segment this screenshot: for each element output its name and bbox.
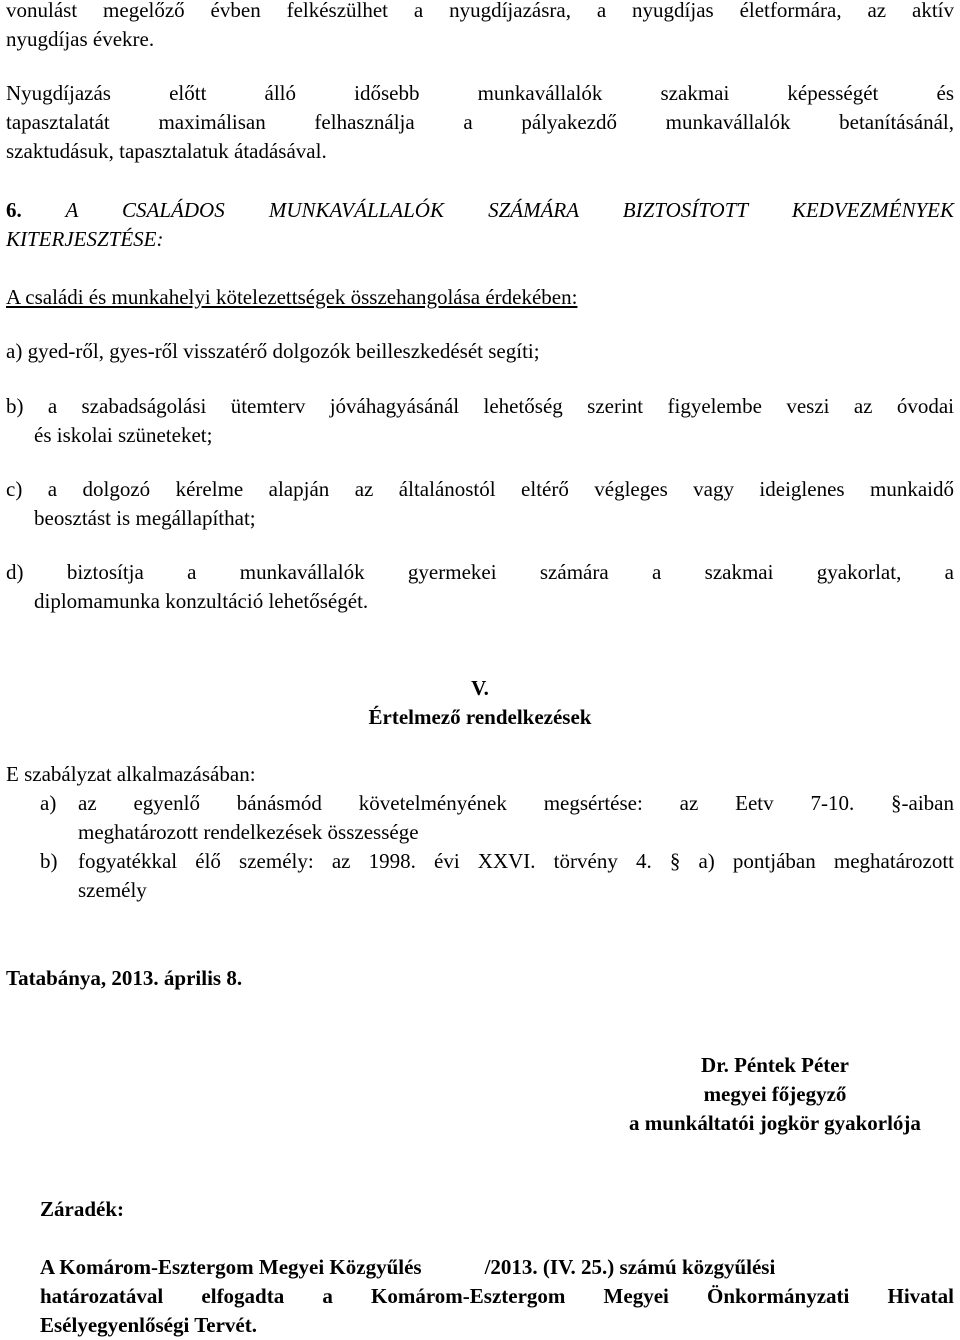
senior-line-1: Nyugdíjazás előtt álló idősebb munkavállalók szakmai képességét és [6, 81, 954, 105]
section-6-title-line-1 [6, 196, 954, 225]
senior-line-2: tapasztalatát maximálisan felhasználja a pályakezdő munkavállalók betanításánál, [6, 110, 954, 134]
clause-heading: Záradék: [40, 1197, 124, 1221]
clause-paragraph [40, 1253, 954, 1340]
section-6-item-d [6, 558, 954, 616]
section-6-item-c [6, 475, 954, 533]
section-6-title-text: A CSALÁDOS MUNKAVÁLLALÓK SZÁMÁRA BIZTOSÍTOTT KEDVEZMÉNYEK [65, 198, 954, 222]
section-6-title-line-2: KITERJESZTÉSE: [6, 227, 164, 251]
chapter-lead: E szabályzat alkalmazásában: [6, 762, 256, 786]
clause-line-2: határozatával elfogadta a Komárom-Esztergom Megyei Önkormányzati Hivatal [40, 1284, 954, 1308]
definition-b-line-1 [40, 847, 954, 876]
item-a-line-1: a) gyed-ről, gyes-ről visszatérő dolgozók beilleszkedését segíti; [6, 339, 540, 363]
item-b-line-2: és iskolai szüneteket; [34, 423, 213, 447]
place-date: Tatabánya, 2013. április 8. [6, 966, 243, 990]
signature-role: a munkáltatói jogkör gyakorlója [629, 1111, 921, 1135]
item-b-line-1: b) a szabadságolási ütemterv jóváhagyásánál lehetőség szerint figyelembe veszi az óvodai [6, 394, 954, 418]
intro-line-2: nyugdíjas évekre. [6, 27, 155, 51]
definition-b [40, 847, 954, 905]
signature-name: Dr. Péntek Péter [701, 1053, 849, 1077]
section-6-item-a [6, 337, 954, 366]
definition-b-line-2: személy [78, 878, 147, 902]
chapter-title: Értelmező rendelkezések [368, 705, 592, 729]
senior-paragraph [6, 79, 954, 166]
item-d-line-1: d) biztosítja a munkavállalók gyermekei számára a szakmai gyakorlat, a [6, 560, 954, 584]
section-6-item-b [6, 392, 954, 450]
chapter-numeral: V. [471, 676, 489, 700]
definition-a-text: az egyenlő bánásmód követelményének megsértése: az Eetv 7-10. §-aiban [78, 791, 954, 815]
definition-b-label: b) [40, 849, 58, 873]
intro-line-1: vonulást megelőző évben felkészülhet a nyugdíjazásra, a nyugdíjas életformára, az aktív [6, 0, 954, 22]
item-c-line-2: beosztást is megállapíthat; [34, 506, 256, 530]
definition-a [40, 789, 954, 847]
section-6-number: 6. [6, 198, 22, 222]
definition-b-text: fogyatékkal élő személy: az 1998. évi XXVI. törvény 4. § a) pontjában meghatározott [78, 849, 954, 873]
signature-title: megyei főjegyző [703, 1082, 847, 1106]
item-d-line-2: diplomamunka konzultáció lehetőségét. [34, 589, 369, 613]
item-c-line-1: c) a dolgozó kérelme alapján az általánostól eltérő végleges vagy ideiglenes munkaidő [6, 477, 954, 501]
section-6-lead: A családi és munkahelyi kötelezettségek összehangolása érdekében: [6, 285, 578, 309]
definition-a-label: a) [40, 791, 57, 815]
definition-a-line-2: meghatározott rendelkezések összessége [78, 820, 419, 844]
clause-line-3: Esélyegyenlőségi Tervét. [40, 1313, 257, 1337]
intro-paragraph [6, 0, 954, 54]
senior-line-3: szaktudásuk, tapasztalatuk átadásával. [6, 139, 327, 163]
clause-line-1: A Komárom-Esztergom Megyei Közgyűlés /2013. (IV. 25.) számú közgyűlési [40, 1255, 776, 1279]
section-6-heading [6, 196, 954, 254]
definition-a-line-1 [40, 789, 954, 818]
